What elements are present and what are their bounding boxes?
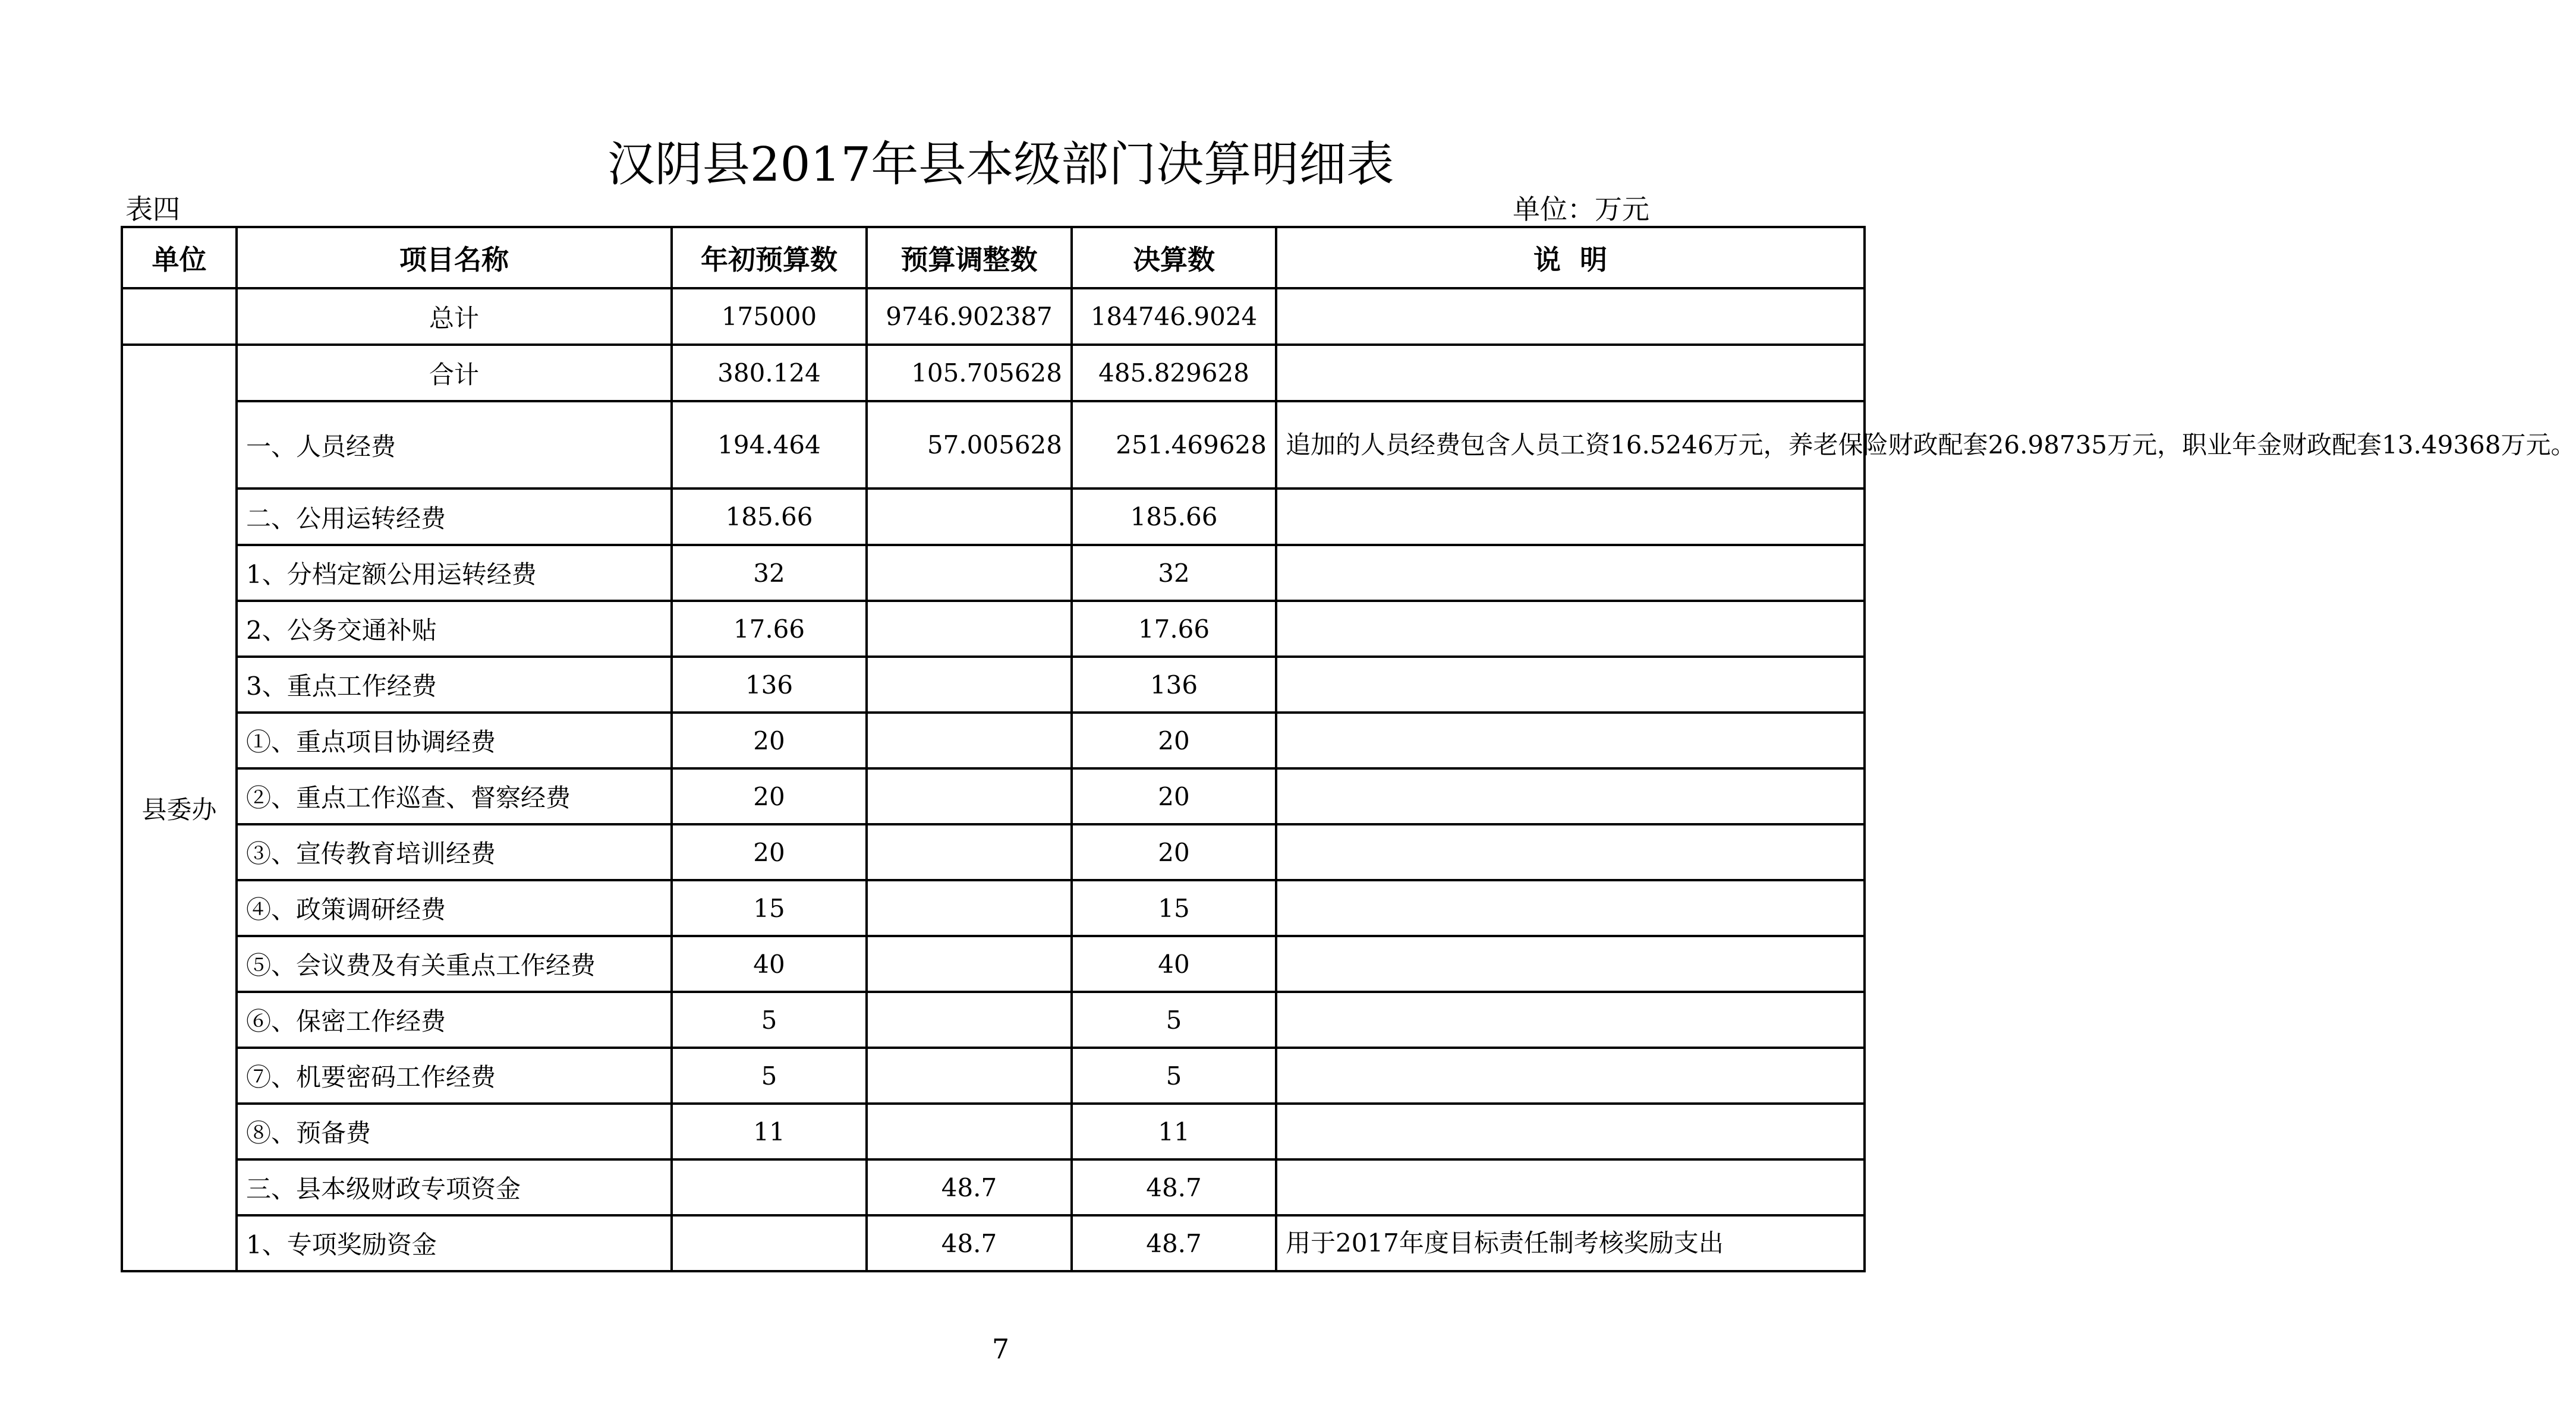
row-initial: 40 [672,936,867,992]
row-note: 追加的人员经费包含人员工资16.5246万元，养老保险财政配套26.98735万元，职业年金财政配套13.49368万元。 [1276,401,1865,489]
row-final: 485.829628 [1072,345,1276,401]
row-name: 2、公务交通补贴 [237,601,672,657]
row-name: 二、公用运转经费 [237,489,672,545]
table-row [122,936,1865,992]
row-note [1276,657,1865,713]
row-adjust [867,880,1072,936]
table-row [122,1159,1865,1215]
total-row [122,288,1865,345]
table-row [122,1048,1865,1104]
row-initial: 20 [672,713,867,768]
total-name: 总计 [237,288,672,345]
unit-name-cell: 县委办 [122,345,237,1271]
row-note [1276,1048,1865,1104]
total-note [1276,288,1865,345]
row-note [1276,345,1865,401]
row-adjust [867,489,1072,545]
row-name: 1、专项奖励资金 [237,1215,672,1271]
row-initial: 17.66 [672,601,867,657]
row-adjust [867,713,1072,768]
row-name: 一、人员经费 [237,401,672,489]
header-final-amount: 决算数 [1072,227,1276,288]
row-final: 15 [1072,880,1276,936]
row-note [1276,601,1865,657]
row-adjust [867,936,1072,992]
row-final: 48.7 [1072,1159,1276,1215]
table-row [122,713,1865,768]
row-initial: 15 [672,880,867,936]
row-initial: 194.464 [672,401,867,489]
row-adjust [867,657,1072,713]
row-adjust [867,992,1072,1048]
row-initial: 32 [672,545,867,601]
header-item-name: 项目名称 [237,227,672,288]
row-adjust [867,1104,1072,1159]
row-final: 32 [1072,545,1276,601]
row-final: 185.66 [1072,489,1276,545]
row-initial [672,1159,867,1215]
table-row [122,1215,1865,1271]
unit-label: 单位：万元 [1513,193,1649,225]
header-unit: 单位 [122,227,237,288]
total-initial: 175000 [672,288,867,345]
row-note [1276,489,1865,545]
row-initial: 5 [672,1048,867,1104]
table-row [122,992,1865,1048]
row-initial [672,1215,867,1271]
row-final: 5 [1072,992,1276,1048]
row-name: 3、重点工作经费 [237,657,672,713]
row-name: ①、重点项目协调经费 [237,713,672,768]
row-note [1276,1159,1865,1215]
table-row [122,601,1865,657]
table-row [122,768,1865,824]
row-adjust: 57.005628 [867,401,1072,489]
row-name: 三、县本级财政专项资金 [237,1159,672,1215]
row-note [1276,880,1865,936]
row-name: ⑥、保密工作经费 [237,992,672,1048]
table-row [122,489,1865,545]
row-name: 合计 [237,345,672,401]
document-title: 汉阴县2017年县本级部门决算明细表 [607,137,1394,192]
table-row [122,657,1865,713]
row-final: 5 [1072,1048,1276,1104]
table-row [122,545,1865,601]
row-name: ⑦、机要密码工作经费 [237,1048,672,1104]
row-adjust [867,545,1072,601]
row-name: ③、宣传教育培训经费 [237,824,672,880]
table-row [122,824,1865,880]
table-row [122,1104,1865,1159]
total-unit-cell [122,288,237,345]
table-row [122,401,1865,489]
row-initial: 380.124 [672,345,867,401]
row-final: 20 [1072,768,1276,824]
row-final: 40 [1072,936,1276,992]
row-initial: 11 [672,1104,867,1159]
row-initial: 20 [672,824,867,880]
row-note [1276,545,1865,601]
row-adjust [867,768,1072,824]
row-final: 20 [1072,824,1276,880]
sheet-label: 表四 [125,193,180,225]
row-adjust: 48.7 [867,1159,1072,1215]
header-budget-adjustment: 预算调整数 [867,227,1072,288]
row-note [1276,936,1865,992]
row-note [1276,768,1865,824]
row-name: ②、重点工作巡查、督察经费 [237,768,672,824]
row-final: 11 [1072,1104,1276,1159]
row-note [1276,992,1865,1048]
row-adjust: 105.705628 [867,345,1072,401]
row-final: 48.7 [1072,1215,1276,1271]
row-adjust [867,601,1072,657]
row-final: 20 [1072,713,1276,768]
table-row [122,880,1865,936]
row-final: 136 [1072,657,1276,713]
row-name: ⑤、会议费及有关重点工作经费 [237,936,672,992]
header-note: 说 明 [1276,227,1865,288]
total-adjust: 9746.902387 [867,288,1072,345]
row-name: ④、政策调研经费 [237,880,672,936]
row-note [1276,713,1865,768]
row-adjust [867,824,1072,880]
header-row [122,227,1865,288]
total-final: 184746.9024 [1072,288,1276,345]
row-adjust: 48.7 [867,1215,1072,1271]
row-initial: 185.66 [672,489,867,545]
row-final: 251.469628 [1072,401,1276,489]
table-row [122,345,1865,401]
budget-table [121,226,2576,1272]
row-adjust [867,1048,1072,1104]
row-note [1276,1104,1865,1159]
row-name: ⑧、预备费 [237,1104,672,1159]
row-name: 1、分档定额公用运转经费 [237,545,672,601]
row-note [1276,824,1865,880]
header-initial-budget: 年初预算数 [672,227,867,288]
row-initial: 136 [672,657,867,713]
row-note: 用于2017年度目标责任制考核奖励支出 [1276,1215,1865,1271]
row-initial: 5 [672,992,867,1048]
row-final: 17.66 [1072,601,1276,657]
row-initial: 20 [672,768,867,824]
page-number: 7 [991,1333,1010,1365]
